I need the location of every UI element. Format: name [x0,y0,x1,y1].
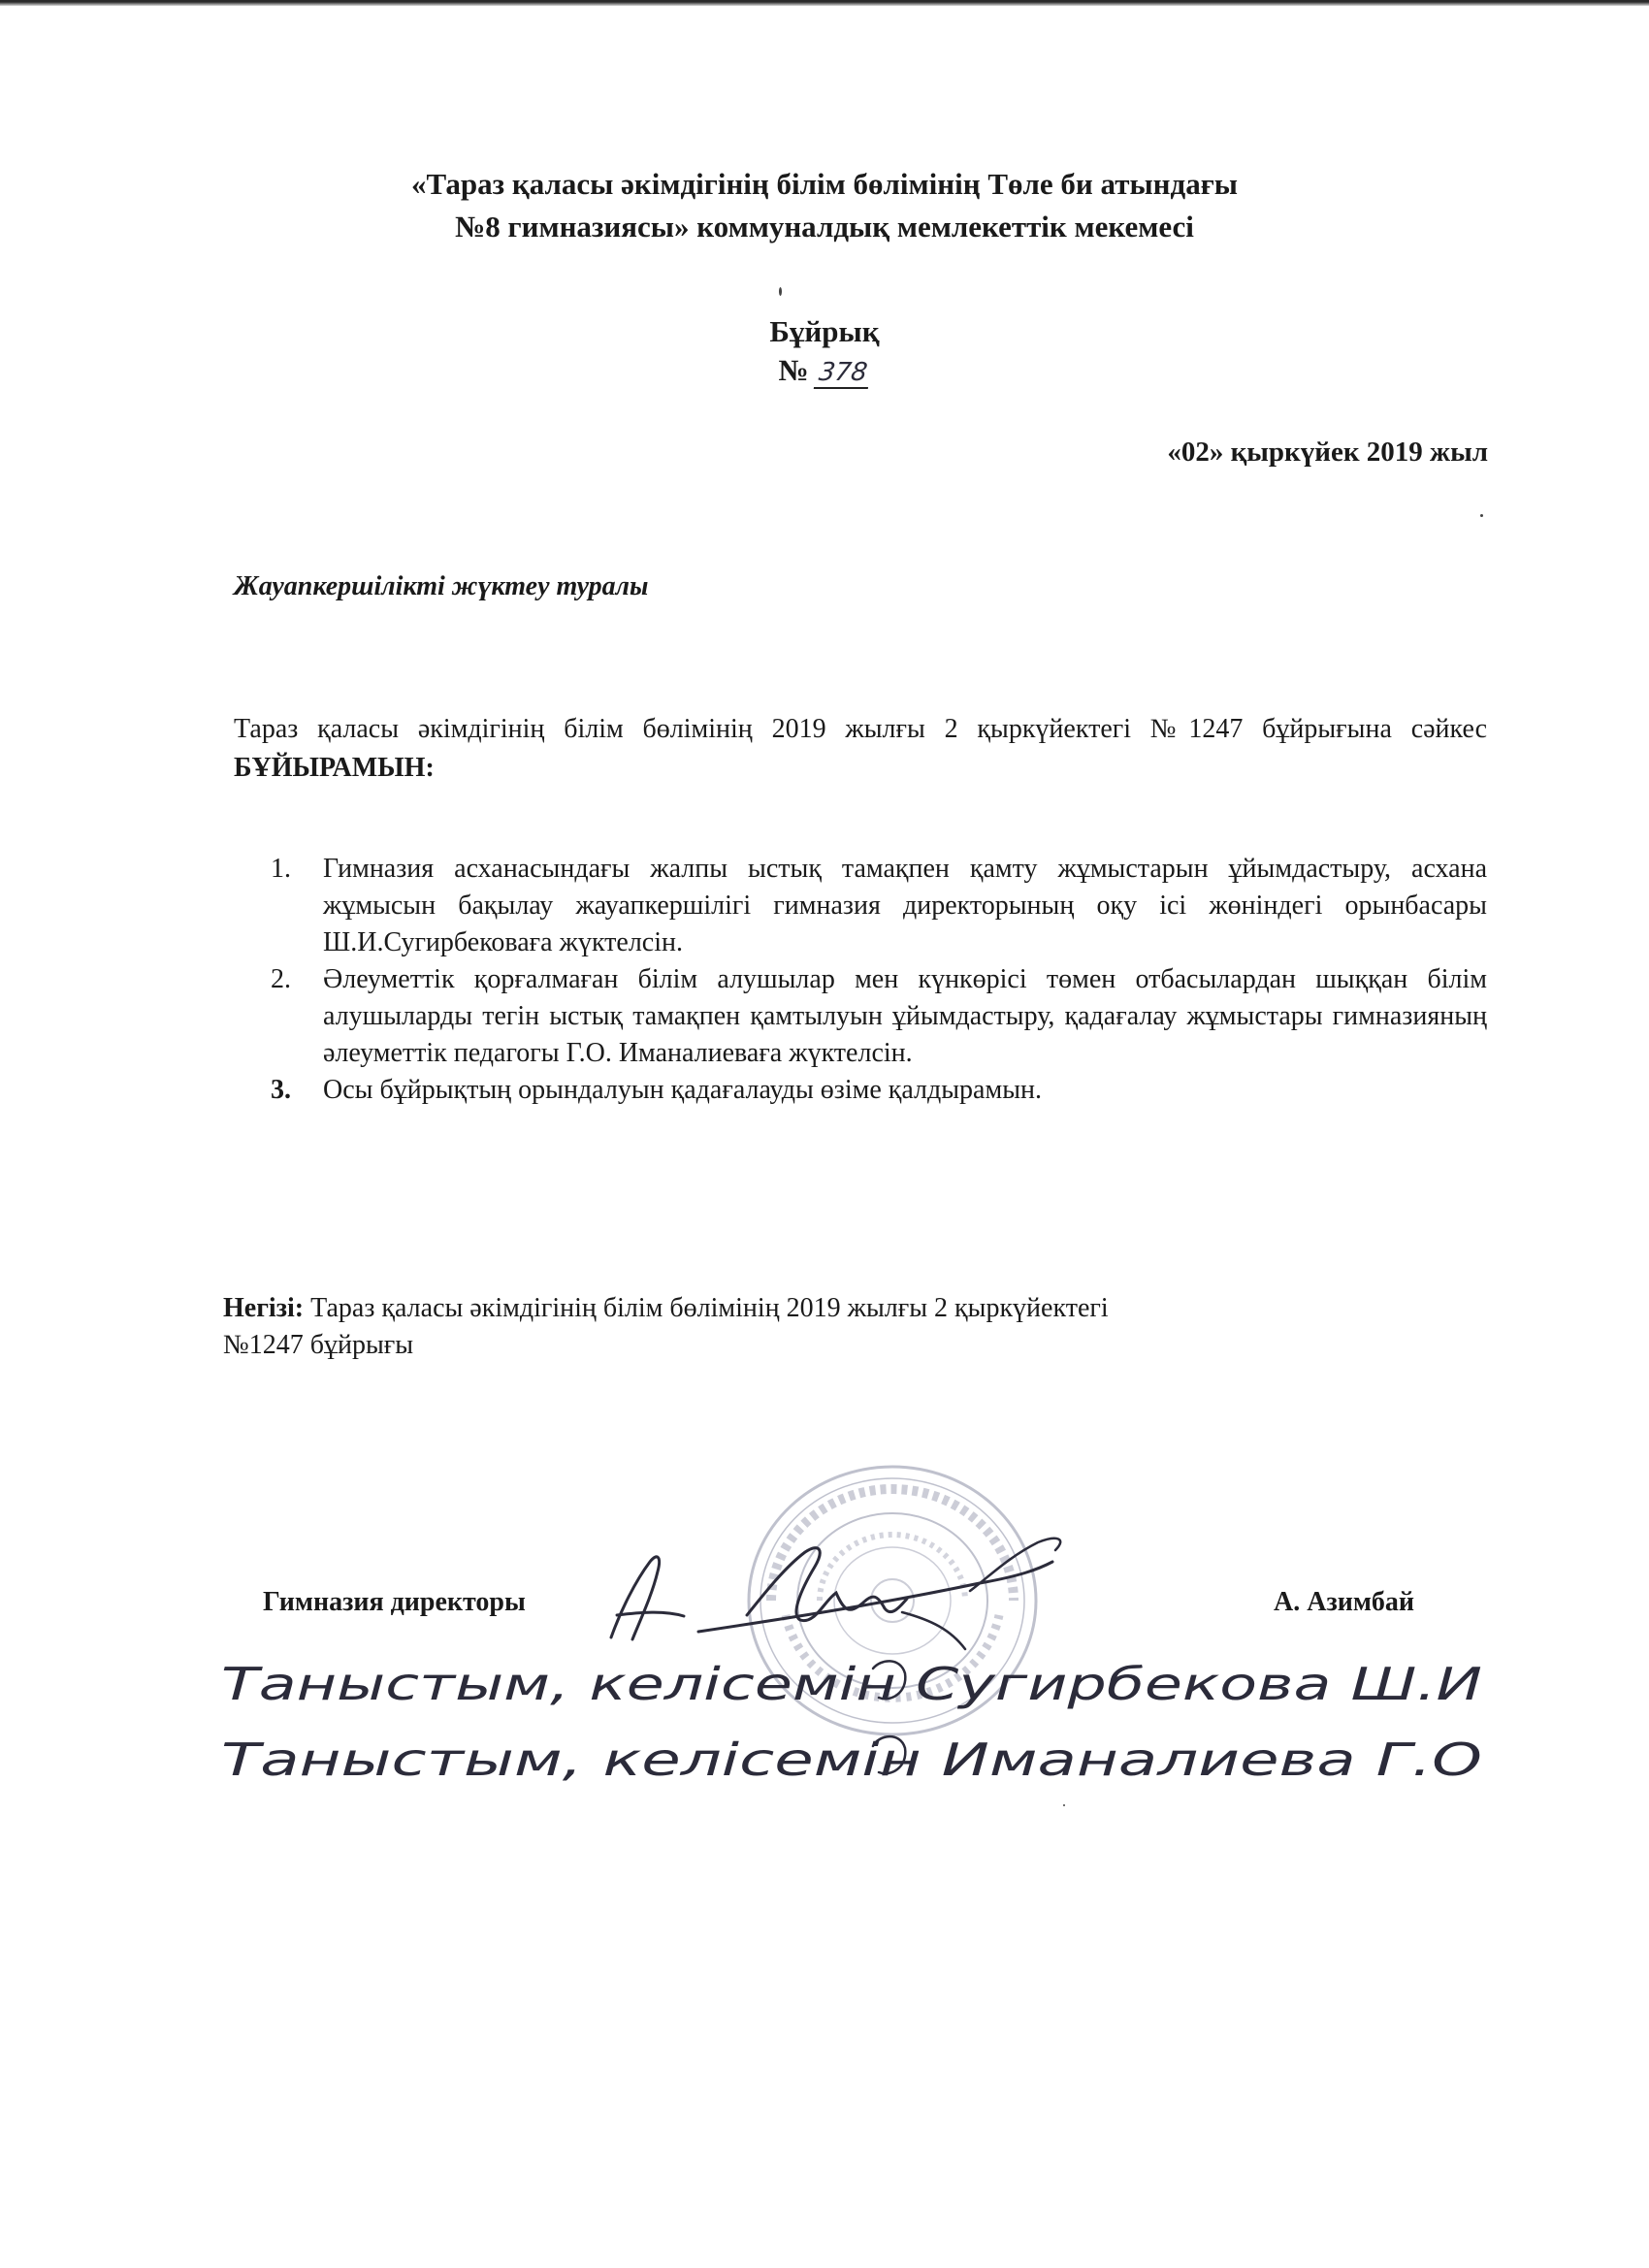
director-name: А. Азимбай [1274,1587,1415,1617]
director-title: Гимназия директоры [263,1587,526,1617]
order-date: «02» қыркүйек 2019 жыл [1167,437,1488,468]
scan-speck [1063,1804,1065,1806]
intro-emphasis: БҰЙЫРАМЫН: [234,753,435,783]
order-item [234,1072,1487,1109]
scan-speck [1480,514,1483,517]
basis-label: Негізі: [223,1293,305,1323]
order-item-text: Осы бұйрықтың орындалуын қадағалауды өзіме қалдырамын. [323,1075,1043,1105]
order-number-prefix: № [778,353,809,387]
order-number-line [0,351,1649,390]
order-item-text: Әлеуметтік қорғалмаған білім алушылар мен күнкөрісі төмен отбасылардан шыққан білім алушыларды тегін ыстық тамақпен қамтылуын ұйымдастыру, қадағалау жұмыстары гимназияның әлеуметтік педагогы Г.О. Иманалиеваға жүктелсін. [323,964,1487,1068]
institution-header [0,163,1649,248]
order-item [234,961,1487,1072]
order-subject: Жауапкершілікті жүктеу туралы [234,571,649,601]
order-title: Бұйрық [769,314,880,348]
header-line-2: №8 гимназиясы» коммуналдық мемлекеттік мекемесі [455,210,1194,243]
scan-top-edge [0,0,1649,6]
acknowledgement-line-2: Таныстым, келісемін Иманалиева Г.О [221,1733,1482,1786]
order-item [234,851,1487,961]
order-item-marker: 1. [271,854,291,884]
order-item-text: Гимназия асханасындағы жалпы ыстық тамақпен қамту жұмыстарын ұйымдастыру, асхана жұмысын бақылау жауапкершілігі гимназия директорының оқу ісі жөніндегі орынбасары Ш.И.Сугирбековаға жүктелсін. [323,854,1487,957]
order-basis [223,1290,1329,1364]
header-line-1: «Тараз қаласы әкімдігінің білім бөлімінің Төле би атындағы [411,167,1238,201]
basis-text-line-2: №1247 бұйрығы [223,1330,414,1360]
order-intro [234,710,1487,788]
intro-text: Тараз қаласы әкімдігінің білім бөлімінің 2019 жылғы 2 қыркүйектегі №1247 бұйрығына сәйкес [234,714,1487,744]
order-item-marker: 2. [271,964,291,994]
acknowledgement-handwriting [221,1639,1511,1795]
acknowledgement-line-1: Таныстым, келісемін Сугирбекова Ш.И [221,1658,1482,1710]
order-number-handwritten: 378 [814,358,872,389]
order-item-marker: 3. [271,1075,291,1105]
scan-speck [779,287,782,296]
order-items-list [234,851,1487,1109]
basis-text: Тараз қаласы әкімдігінің білім бөлімінің 2019 жылғы 2 қыркүйектегі [304,1293,1109,1323]
